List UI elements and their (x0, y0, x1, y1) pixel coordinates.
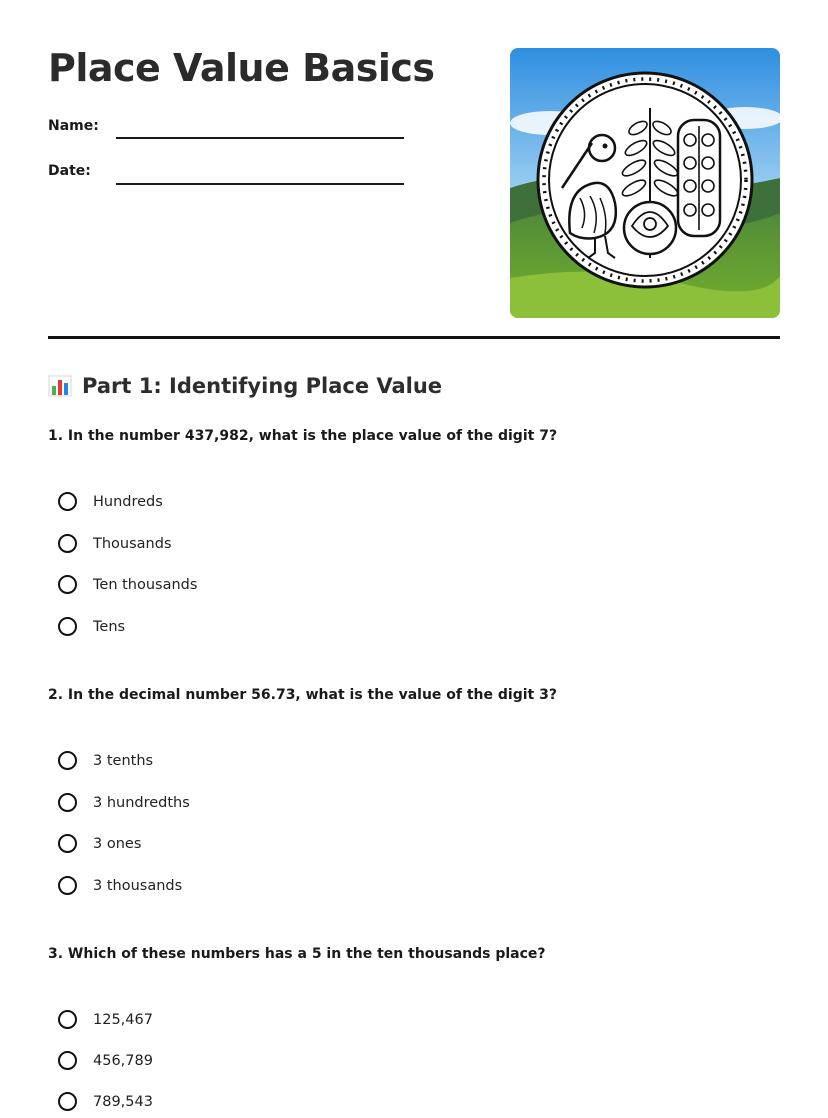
radio-button[interactable] (58, 617, 77, 636)
question-1: 1. In the number 437,982, what is the place value of the digit 7? (48, 428, 558, 444)
radio-button[interactable] (58, 793, 77, 812)
option-label: 3 tenths (93, 752, 154, 769)
q1-option-2[interactable] (58, 534, 172, 553)
radio-button[interactable] (58, 834, 77, 853)
radio-button[interactable] (58, 492, 77, 511)
q3-option-1[interactable] (58, 1010, 153, 1029)
option-label: 3 hundredths (93, 794, 190, 811)
option-label: 789,543 (93, 1093, 153, 1110)
q2-option-2[interactable] (58, 793, 190, 812)
worksheet-title: Place Value Basics (48, 46, 435, 90)
kiwi-fern-emblem-icon (510, 48, 780, 318)
radio-button[interactable] (58, 534, 77, 553)
option-label: 125,467 (93, 1011, 153, 1028)
q3-option-2[interactable] (58, 1051, 153, 1070)
date-field[interactable] (116, 183, 404, 185)
option-label: Tens (93, 618, 126, 635)
name-label: Name: (48, 118, 99, 134)
q2-option-1[interactable] (58, 751, 153, 770)
part1-heading (48, 374, 442, 398)
option-label: 456,789 (93, 1052, 153, 1069)
radio-button[interactable] (58, 575, 77, 594)
part1-heading-text: Part 1: Identifying Place Value (82, 374, 443, 398)
option-label: Hundreds (93, 493, 163, 510)
radio-button[interactable] (58, 1010, 77, 1029)
q1-option-4[interactable] (58, 617, 125, 636)
radio-button[interactable] (58, 876, 77, 895)
q1-option-3[interactable] (58, 575, 197, 594)
radio-button[interactable] (58, 751, 77, 770)
name-field[interactable] (116, 137, 404, 139)
option-label: 3 thousands (93, 877, 183, 894)
radio-button[interactable] (58, 1051, 77, 1070)
q2-option-4[interactable] (58, 876, 182, 895)
option-label: Ten thousands (93, 576, 198, 593)
q1-option-1[interactable] (58, 492, 163, 511)
date-label: Date: (48, 163, 91, 179)
section-divider (48, 336, 780, 339)
bar-chart-icon (48, 374, 72, 398)
option-label: 3 ones (93, 835, 142, 852)
question-3: 3. Which of these numbers has a 5 in the ten thousands place? (48, 946, 546, 962)
q3-option-3[interactable] (58, 1092, 153, 1111)
option-label: Thousands (93, 535, 172, 552)
question-2: 2. In the decimal number 56.73, what is the value of the digit 3? (48, 687, 557, 703)
radio-button[interactable] (58, 1092, 77, 1111)
q2-option-3[interactable] (58, 834, 141, 853)
